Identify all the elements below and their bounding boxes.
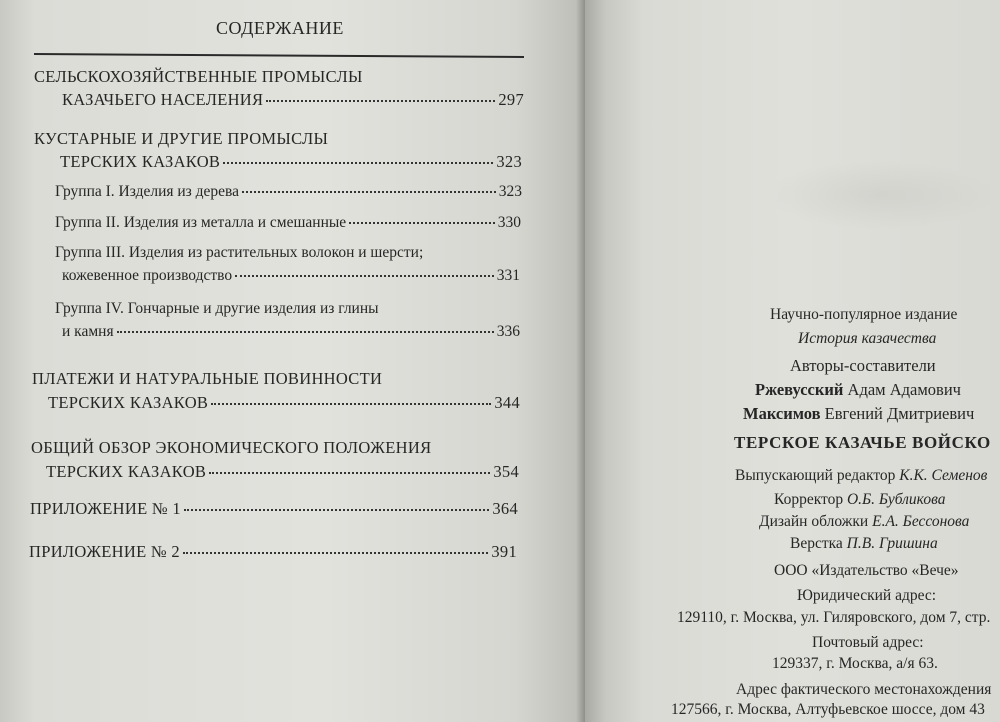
toc-page-number: 364: [492, 499, 518, 518]
dot-leader: [183, 552, 488, 554]
editor-credit: [735, 467, 987, 485]
dot-leader: [209, 472, 490, 474]
dot-leader: [242, 191, 496, 193]
toc-page-number: 323: [496, 152, 522, 171]
dot-leader: [184, 509, 489, 511]
toc-entry-title: Группа II. Изделия из металла и смешанные: [55, 214, 347, 231]
toc-entry-title: ТЕРСКИХ КАЗАКОВ: [60, 152, 221, 171]
toc-entry-title: кожевенное производство: [62, 267, 233, 284]
toc-entry-title: КАЗАЧЬЕГО НАСЕЛЕНИЯ: [62, 90, 264, 109]
toc-entry-title: и камня: [62, 323, 114, 340]
layout-credit: [790, 535, 938, 553]
postal-address: 129337, г. Москва, а/я 63.: [772, 655, 938, 672]
toc-entry: [62, 267, 520, 285]
toc-entry-title: ОБЩИЙ ОБЗОР ЭКОНОМИЧЕСКОГО ПОЛОЖЕНИЯ: [31, 438, 432, 457]
series-name: История казачества: [798, 330, 937, 347]
toc-entry: [55, 183, 522, 201]
author-1: [755, 380, 961, 400]
author-2: [743, 404, 974, 424]
dot-leader: [211, 403, 491, 405]
toc-page-number: 391: [491, 542, 517, 561]
corrector-credit: [774, 491, 945, 509]
actual-address-label: Адрес фактического местонахождения: [736, 681, 992, 698]
toc-entry-title: Группа IV. Гончарные и другие изделия из глины: [55, 300, 379, 317]
toc-page-number: 354: [493, 462, 519, 481]
toc-page-number: 331: [496, 267, 520, 284]
toc-entry-title: ТЕРСКИХ КАЗАКОВ: [46, 462, 207, 481]
toc-entry: [46, 462, 519, 482]
layout-label: Верстка: [790, 535, 843, 552]
author-2-name: Евгений Дмитриевич: [824, 404, 975, 423]
toc-page-number: 344: [494, 393, 520, 412]
dot-leader: [117, 331, 494, 333]
toc-entry: [48, 393, 520, 413]
toc-entry-title: ПРИЛОЖЕНИЕ № 1: [30, 499, 181, 518]
toc-entry-title: Группа III. Изделия из растительных волокон и шерсти;: [55, 244, 424, 261]
actual-address: 127566, г. Москва, Алтуфьевское шоссе, дом 43: [671, 701, 985, 718]
imprint-page: [585, 0, 1000, 722]
author-1-name: Адам Адамович: [847, 380, 961, 399]
dot-leader: [235, 275, 494, 277]
toc-title-rule: [34, 53, 524, 58]
editor-label: Выпускающий редактор: [735, 467, 896, 484]
authors-label: Авторы-составители: [790, 356, 936, 375]
toc-entry-title: ПЛАТЕЖИ И НАТУРАЛЬНЫЕ ПОВИННОСТИ: [32, 369, 383, 388]
toc-page-number: 330: [497, 214, 521, 231]
toc-entry-title: СЕЛЬСКОХОЗЯЙСТВЕННЫЕ ПРОМЫСЛЫ: [34, 67, 363, 86]
toc-entry: [29, 542, 517, 562]
toc-entry: [55, 214, 521, 232]
author-2-surname: Максимов: [743, 404, 821, 423]
toc-page-number: 297: [498, 90, 524, 109]
cover-design-credit: [759, 513, 969, 531]
publisher-name: ООО «Издательство «Вече»: [774, 562, 959, 579]
corrector-label: Корректор: [774, 491, 844, 508]
show-through-decoration: [765, 160, 995, 230]
toc-page-number: 336: [496, 323, 520, 340]
toc-entry: [30, 499, 518, 519]
cover-design-label: Дизайн обложки: [759, 513, 869, 530]
toc-entry: [62, 323, 520, 341]
postal-address-label: Почтовый адрес:: [812, 634, 924, 651]
toc-entry-title: ТЕРСКИХ КАЗАКОВ: [48, 393, 209, 412]
book-title: ТЕРСКОЕ КАЗАЧЬЕ ВОЙСКО: [734, 433, 991, 452]
legal-address-label: Юридический адрес:: [797, 587, 937, 604]
toc-title: СОДЕРЖАНИЕ: [216, 18, 344, 38]
toc-entry-title: КУСТАРНЫЕ И ДРУГИЕ ПРОМЫСЛЫ: [34, 129, 329, 148]
corrector-name: О.Б. Бубликова: [846, 491, 946, 508]
toc-entry-title: Группа I. Изделия из дерева: [55, 183, 240, 200]
dot-leader: [349, 222, 495, 224]
author-1-surname: Ржевусский: [755, 380, 844, 399]
toc-entry: [62, 90, 524, 110]
legal-address: 129110, г. Москва, ул. Гиляровского, дом 7, стр.: [677, 609, 991, 626]
toc-entry-title: ПРИЛОЖЕНИЕ № 2: [29, 542, 180, 561]
edition-type: Научно-популярное издание: [770, 306, 958, 323]
toc-entry: [60, 152, 522, 172]
toc-page-number: 323: [498, 183, 522, 200]
cover-design-name: Е.А. Бессонова: [872, 513, 970, 530]
dot-leader: [223, 162, 493, 164]
editor-name: К.К. Семенов: [899, 467, 988, 484]
layout-name: П.В. Гришина: [846, 535, 938, 552]
dot-leader: [266, 100, 495, 102]
